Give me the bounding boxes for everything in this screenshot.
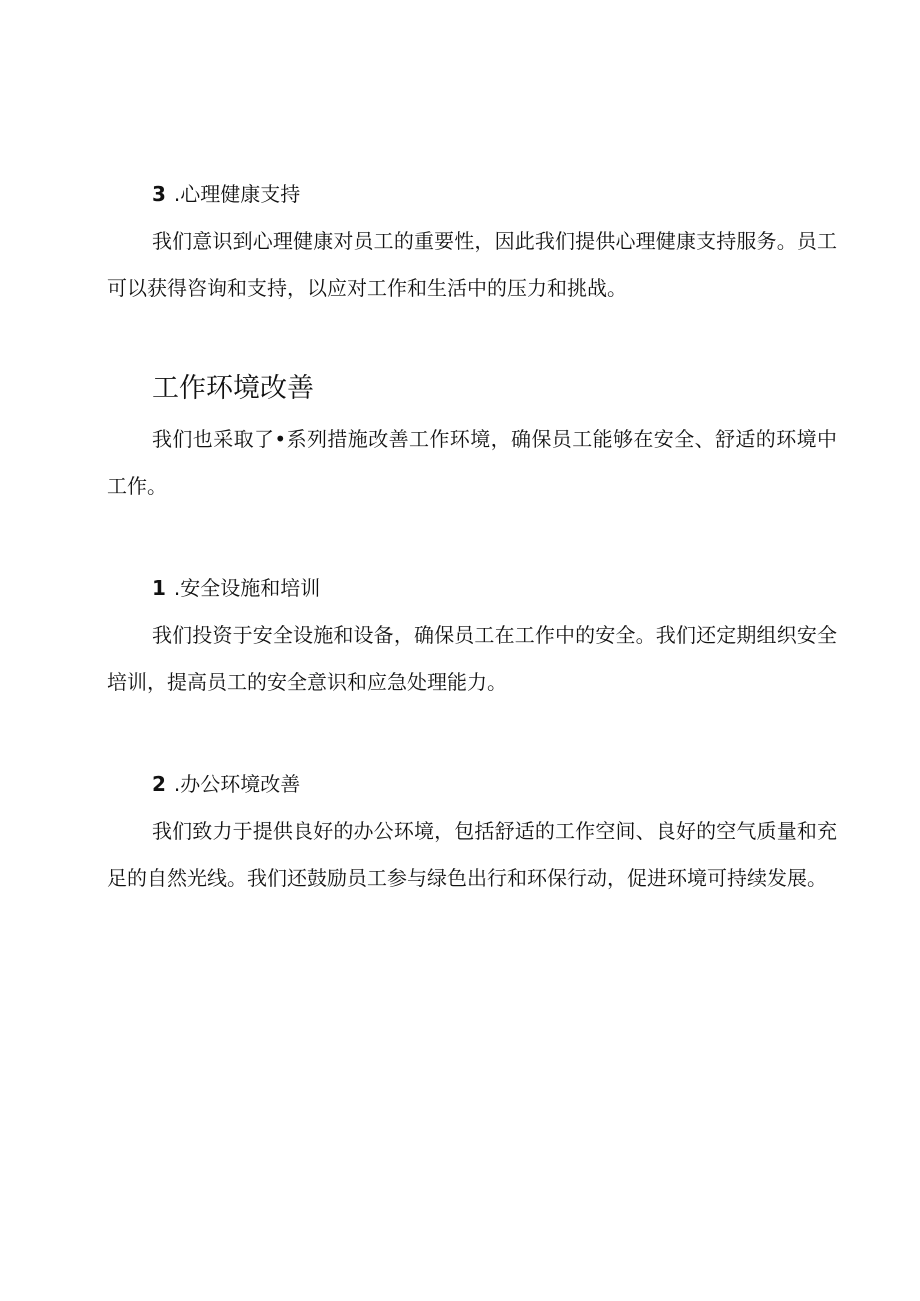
paragraph-office-environment: 我们致力于提供良好的办公环境，包括舒适的工作空间、良好的空气质量和充足的自然光线。我们还鼓励员工参与绿色出行和环保行动，促进环境可持续发展。	[107, 819, 837, 890]
heading-safety-facilities-training	[152, 574, 320, 602]
heading-office-environment	[152, 770, 300, 798]
paragraph-work-environment-intro: 我们也采取了•系列措施改善工作环境，确保员工能够在安全、舒适的环境中工作。	[107, 427, 837, 498]
section-title-work-environment: 工作环境改善	[152, 373, 314, 404]
heading-text: .办公环境改善	[173, 772, 301, 796]
paragraph-safety-facilities-training: 我们投资于安全设施和设备，确保员工在工作中的安全。我们还定期组织安全培训，提高员工的安全意识和应急处理能力。	[107, 623, 837, 694]
heading-number: 1	[152, 576, 166, 600]
heading-mental-health-support	[152, 180, 300, 208]
heading-text: .安全设施和培训	[173, 576, 321, 600]
heading-number: 2	[152, 772, 166, 796]
heading-text: .心理健康支持	[173, 182, 301, 206]
paragraph-mental-health-support: 我们意识到心理健康对员工的重要性，因此我们提供心理健康支持服务。员工可以获得咨询和支持，以应对工作和生活中的压力和挑战。	[107, 229, 837, 300]
heading-number: 3	[152, 182, 166, 206]
